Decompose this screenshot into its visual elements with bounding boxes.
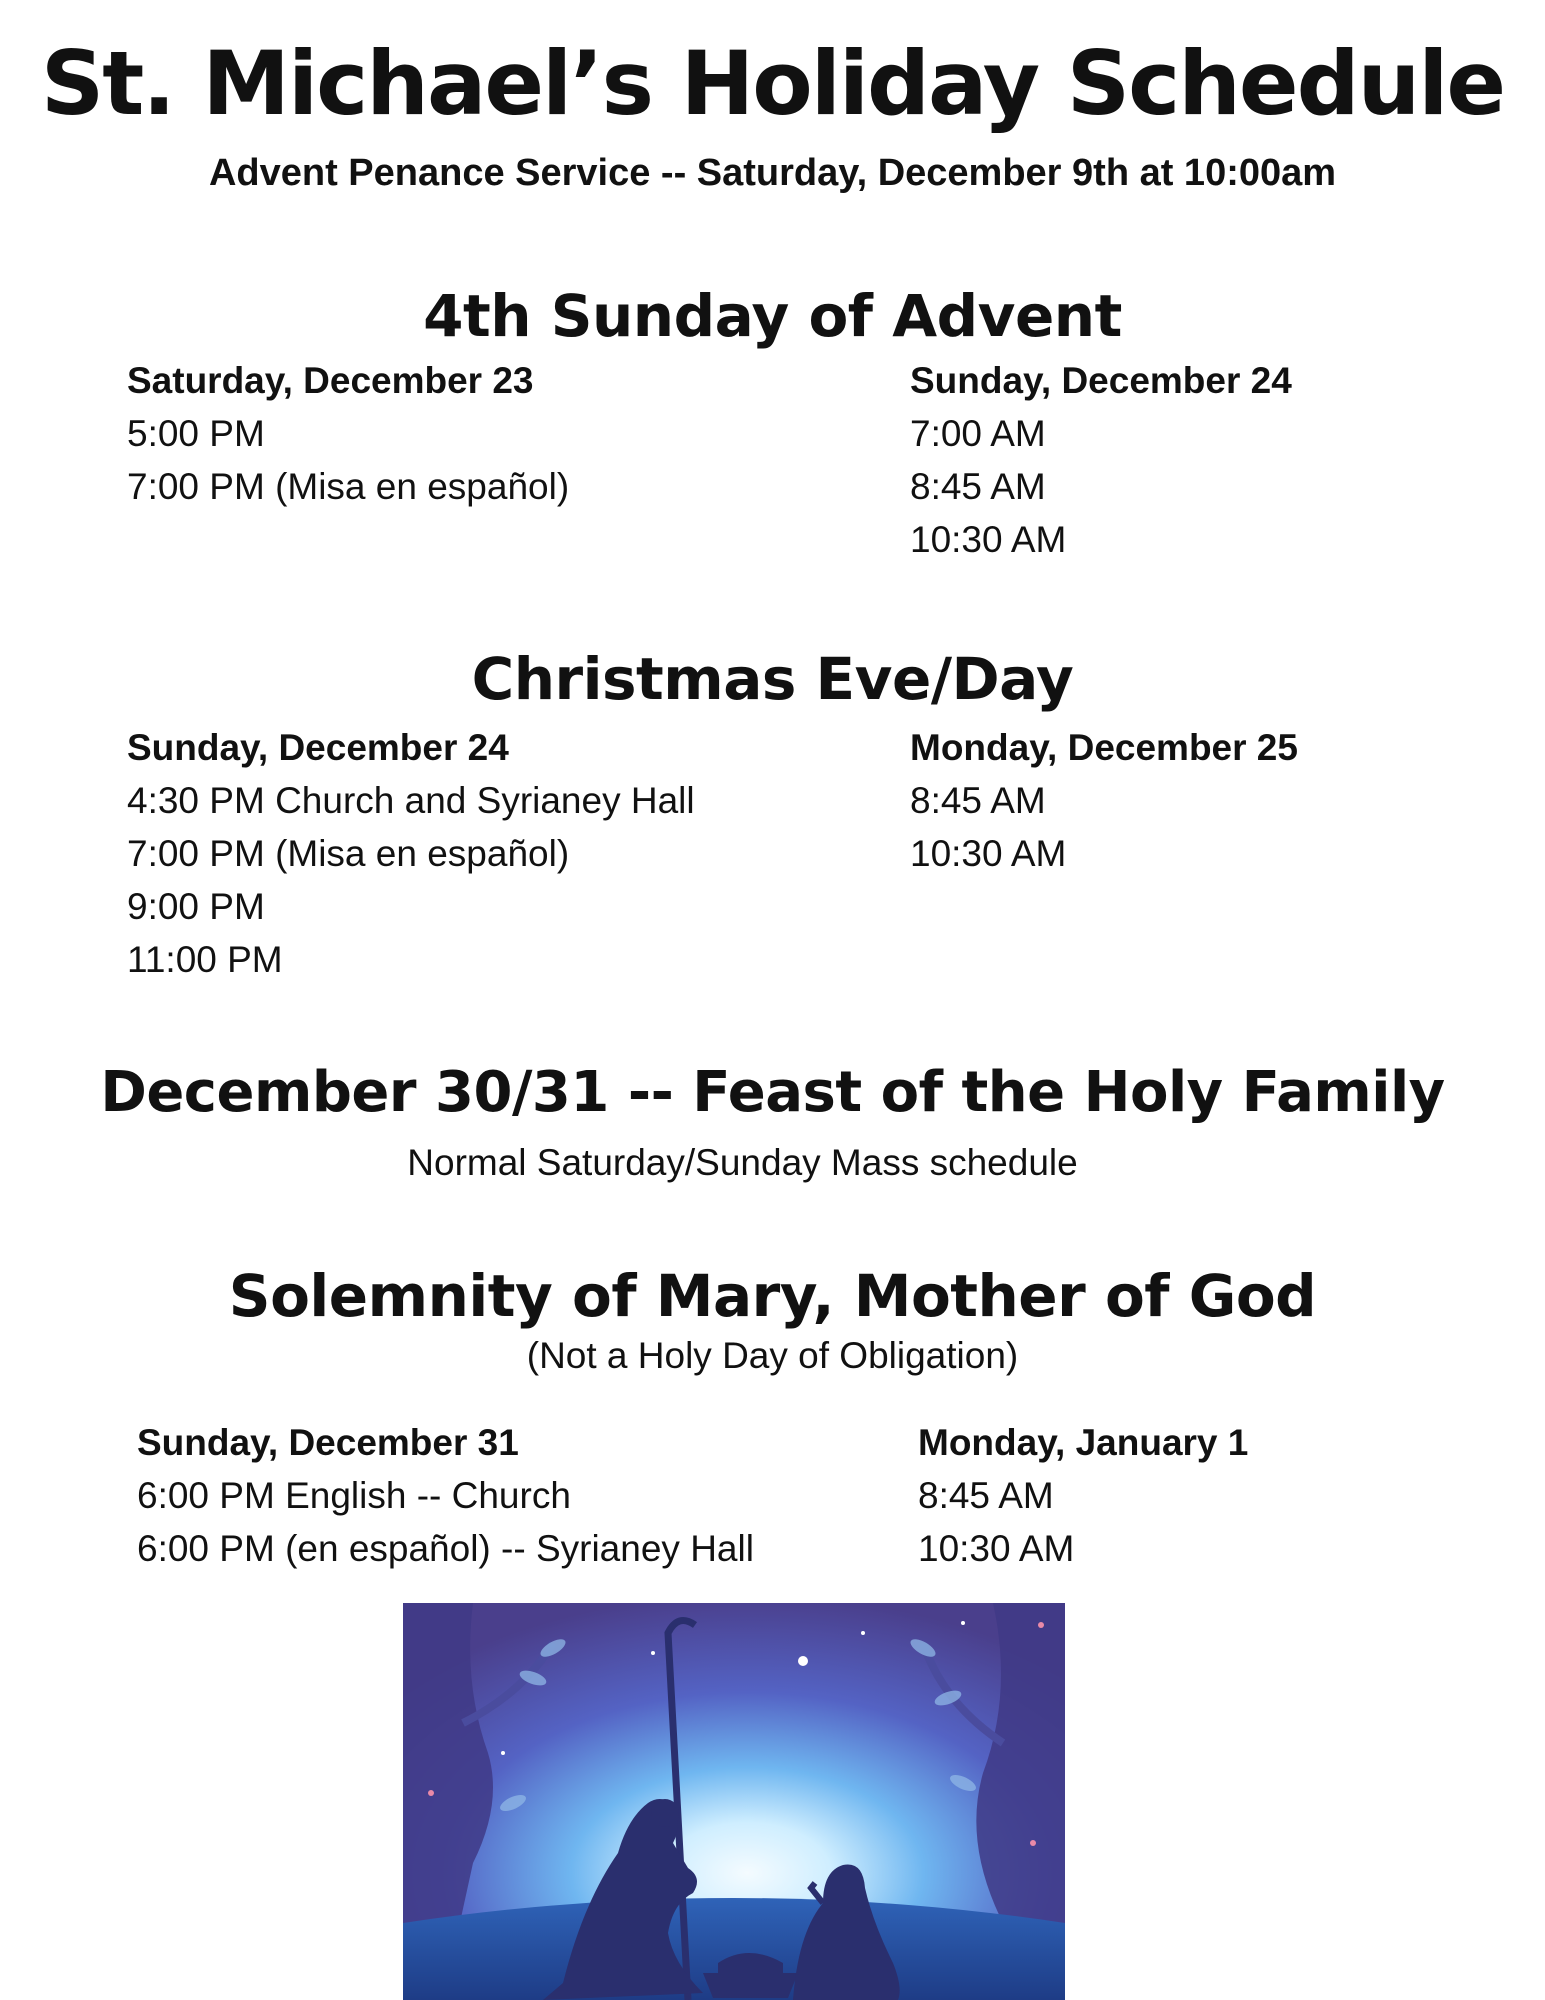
holy-family-note: Normal Saturday/Sunday Mass schedule [407, 1142, 1078, 1183]
mass-time: 7:00 PM (Misa en español) [127, 466, 570, 507]
day-heading: Sunday, December 24 [127, 727, 509, 768]
mass-time: 8:45 AM [910, 780, 1046, 821]
mass-time: 10:30 AM [910, 833, 1067, 874]
christmas-eve-column [127, 721, 695, 986]
mass-time: 5:00 PM [127, 413, 265, 454]
mass-time: 6:00 PM English -- Church [137, 1475, 571, 1516]
christmas-day-column [910, 721, 1298, 880]
mass-time: 9:00 PM [127, 886, 265, 927]
mass-time: 10:30 AM [910, 519, 1067, 560]
solemnity-monday-column [918, 1416, 1248, 1575]
mass-time: 8:45 AM [910, 466, 1046, 507]
mass-time: 10:30 AM [918, 1528, 1075, 1569]
mass-time: 7:00 PM (Misa en español) [127, 833, 570, 874]
mass-time: 11:00 PM [127, 939, 283, 980]
section-heading-solemnity: Solemnity of Mary, Mother of God [228, 1262, 1317, 1330]
day-heading: Saturday, December 23 [127, 360, 534, 401]
section-heading-christmas: Christmas Eve/Day [471, 645, 1074, 713]
solemnity-sunday-column [137, 1416, 754, 1575]
penance-service-subtitle: Advent Penance Service -- Saturday, December 9th at 10:00am [208, 152, 1337, 194]
day-heading: Monday, January 1 [918, 1422, 1249, 1463]
advent-saturday-column [127, 354, 569, 513]
day-heading: Sunday, December 31 [137, 1422, 519, 1463]
mass-time: 7:00 AM [910, 413, 1046, 454]
mass-time: 6:00 PM (en español) -- Syrianey Hall [137, 1528, 754, 1569]
day-heading: Sunday, December 24 [910, 360, 1292, 401]
mass-time: 4:30 PM Church and Syrianey Hall [127, 780, 695, 821]
solemnity-note: (Not a Holy Day of Obligation) [526, 1335, 1019, 1376]
nativity-illustration [403, 1603, 1065, 2000]
mass-time: 8:45 AM [918, 1475, 1054, 1516]
day-heading: Monday, December 25 [910, 727, 1298, 768]
advent-sunday-column [910, 354, 1292, 566]
section-heading-holy-family: December 30/31 -- Feast of the Holy Family [100, 1060, 1445, 1125]
page-title: St. Michael’s Holiday Schedule [40, 32, 1505, 135]
section-heading-advent: 4th Sunday of Advent [423, 282, 1122, 350]
